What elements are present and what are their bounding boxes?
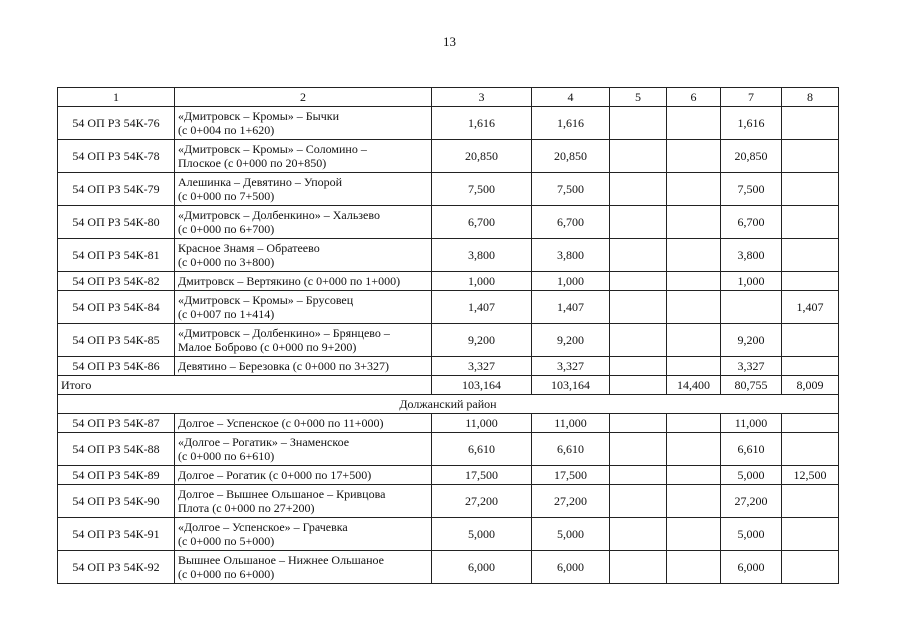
value-c6 bbox=[667, 291, 721, 324]
road-name-line: Плоское (с 0+000 по 20+850) bbox=[178, 156, 327, 170]
header-cell: 3 bbox=[432, 88, 532, 107]
value-c8 bbox=[782, 357, 839, 376]
road-name bbox=[175, 140, 432, 173]
road-name-line: Вышнее Ольшаное – Нижнее Ольшаное bbox=[178, 553, 385, 567]
value-c8: 12,500 bbox=[782, 466, 839, 485]
value-c4: 6,610 bbox=[532, 433, 610, 466]
road-code: 54 ОП РЗ 54К-78 bbox=[58, 140, 175, 173]
road-name-line: (с 0+004 по 1+620) bbox=[178, 123, 275, 137]
road-code: 54 ОП РЗ 54К-79 bbox=[58, 173, 175, 206]
value-c8 bbox=[782, 206, 839, 239]
road-code: 54 ОП РЗ 54К-90 bbox=[58, 485, 175, 518]
value-c4: 6,000 bbox=[532, 551, 610, 584]
value-c7: 1,000 bbox=[721, 272, 782, 291]
value-c5 bbox=[610, 551, 667, 584]
value-c7: 27,200 bbox=[721, 485, 782, 518]
total-row bbox=[58, 376, 839, 395]
road-name bbox=[175, 291, 432, 324]
road-name-line: Долгое – Рогатик (с 0+000 по 17+500) bbox=[178, 468, 372, 482]
value-c7: 1,616 bbox=[721, 107, 782, 140]
table-row bbox=[58, 107, 839, 140]
section-row bbox=[58, 395, 839, 414]
value-c5 bbox=[610, 414, 667, 433]
value-c8 bbox=[782, 324, 839, 357]
value-c3: 27,200 bbox=[432, 485, 532, 518]
value-c6 bbox=[667, 357, 721, 376]
value-c6 bbox=[667, 324, 721, 357]
value-c8 bbox=[782, 518, 839, 551]
road-code: 54 ОП РЗ 54К-92 bbox=[58, 551, 175, 584]
road-code: 54 ОП РЗ 54К-81 bbox=[58, 239, 175, 272]
road-code: 54 ОП РЗ 54К-84 bbox=[58, 291, 175, 324]
value-c5 bbox=[610, 107, 667, 140]
value-c8 bbox=[782, 485, 839, 518]
road-code: 54 ОП РЗ 54К-88 bbox=[58, 433, 175, 466]
road-name-line: Дмитровск – Вертякино (с 0+000 по 1+000) bbox=[178, 274, 401, 288]
value-c6 bbox=[667, 518, 721, 551]
total-label: Итого bbox=[58, 376, 432, 395]
road-name-line: (с 0+000 по 6+610) bbox=[178, 449, 275, 463]
road-name-line: «Дмитровск – Кромы» – Брусовец bbox=[178, 293, 354, 307]
table-row bbox=[58, 206, 839, 239]
value-c5 bbox=[610, 466, 667, 485]
road-name bbox=[175, 551, 432, 584]
value-c7: 7,500 bbox=[721, 173, 782, 206]
road-name bbox=[175, 518, 432, 551]
table-row bbox=[58, 324, 839, 357]
value-c3: 17,500 bbox=[432, 466, 532, 485]
value-c5 bbox=[610, 324, 667, 357]
table-row bbox=[58, 414, 839, 433]
value-c3: 1,000 bbox=[432, 272, 532, 291]
road-code: 54 ОП РЗ 54К-89 bbox=[58, 466, 175, 485]
value-c4: 7,500 bbox=[532, 173, 610, 206]
table-row bbox=[58, 272, 839, 291]
value-c6 bbox=[667, 239, 721, 272]
road-name bbox=[175, 433, 432, 466]
value-c6 bbox=[667, 173, 721, 206]
value-c3: 3,327 bbox=[432, 357, 532, 376]
value-c8 bbox=[782, 140, 839, 173]
value-c3: 6,700 bbox=[432, 206, 532, 239]
table-row bbox=[58, 291, 839, 324]
value-c4: 11,000 bbox=[532, 414, 610, 433]
value-c3: 20,850 bbox=[432, 140, 532, 173]
value-c7 bbox=[721, 291, 782, 324]
value-c8 bbox=[782, 173, 839, 206]
value-c7: 6,610 bbox=[721, 433, 782, 466]
value-c4: 9,200 bbox=[532, 324, 610, 357]
road-name bbox=[175, 357, 432, 376]
total-c5 bbox=[610, 376, 667, 395]
road-name-line: (с 0+000 по 6+000) bbox=[178, 567, 275, 581]
value-c7: 20,850 bbox=[721, 140, 782, 173]
road-name-line: «Дмитровск – Долбенкино» – Хальзево bbox=[178, 208, 380, 222]
header-cell: 1 bbox=[58, 88, 175, 107]
road-name bbox=[175, 466, 432, 485]
road-name-line: Алешинка – Девятино – Упорой bbox=[178, 175, 343, 189]
table-row bbox=[58, 140, 839, 173]
total-c4: 103,164 bbox=[532, 376, 610, 395]
header-row bbox=[58, 88, 839, 107]
road-code: 54 ОП РЗ 54К-87 bbox=[58, 414, 175, 433]
value-c4: 3,327 bbox=[532, 357, 610, 376]
value-c8 bbox=[782, 239, 839, 272]
road-name bbox=[175, 414, 432, 433]
value-c5 bbox=[610, 272, 667, 291]
value-c7: 6,700 bbox=[721, 206, 782, 239]
value-c3: 1,616 bbox=[432, 107, 532, 140]
road-name-line: (с 0+000 по 7+500) bbox=[178, 189, 275, 203]
table-row bbox=[58, 466, 839, 485]
road-name-line: (с 0+000 по 6+700) bbox=[178, 222, 275, 236]
road-name bbox=[175, 107, 432, 140]
value-c5 bbox=[610, 140, 667, 173]
value-c3: 6,610 bbox=[432, 433, 532, 466]
header-cell: 5 bbox=[610, 88, 667, 107]
value-c5 bbox=[610, 239, 667, 272]
road-name bbox=[175, 173, 432, 206]
table-body bbox=[58, 88, 839, 584]
road-name bbox=[175, 272, 432, 291]
table-row bbox=[58, 518, 839, 551]
value-c5 bbox=[610, 518, 667, 551]
section-title: Должанский район bbox=[58, 395, 839, 414]
value-c3: 5,000 bbox=[432, 518, 532, 551]
value-c8 bbox=[782, 272, 839, 291]
value-c5 bbox=[610, 206, 667, 239]
value-c4: 5,000 bbox=[532, 518, 610, 551]
value-c4: 27,200 bbox=[532, 485, 610, 518]
road-code: 54 ОП РЗ 54К-91 bbox=[58, 518, 175, 551]
table-row bbox=[58, 551, 839, 584]
value-c8 bbox=[782, 433, 839, 466]
roads-table bbox=[57, 87, 839, 584]
road-name-line: Долгое – Успенское (с 0+000 по 11+000) bbox=[178, 416, 384, 430]
value-c5 bbox=[610, 291, 667, 324]
value-c4: 17,500 bbox=[532, 466, 610, 485]
table-row bbox=[58, 357, 839, 376]
value-c6 bbox=[667, 466, 721, 485]
road-name bbox=[175, 324, 432, 357]
value-c3: 7,500 bbox=[432, 173, 532, 206]
value-c3: 3,800 bbox=[432, 239, 532, 272]
value-c6 bbox=[667, 551, 721, 584]
value-c5 bbox=[610, 173, 667, 206]
header-cell: 8 bbox=[782, 88, 839, 107]
road-name-line: (с 0+007 по 1+414) bbox=[178, 307, 275, 321]
value-c6 bbox=[667, 414, 721, 433]
total-c3: 103,164 bbox=[432, 376, 532, 395]
value-c3: 1,407 bbox=[432, 291, 532, 324]
value-c5 bbox=[610, 433, 667, 466]
value-c3: 9,200 bbox=[432, 324, 532, 357]
total-c8: 8,009 bbox=[782, 376, 839, 395]
table-row bbox=[58, 239, 839, 272]
value-c4: 3,800 bbox=[532, 239, 610, 272]
value-c7: 5,000 bbox=[721, 518, 782, 551]
value-c4: 1,000 bbox=[532, 272, 610, 291]
road-name-line: (с 0+000 по 3+800) bbox=[178, 255, 275, 269]
value-c7: 11,000 bbox=[721, 414, 782, 433]
header-cell: 7 bbox=[721, 88, 782, 107]
header-cell: 6 bbox=[667, 88, 721, 107]
table-row bbox=[58, 485, 839, 518]
road-name bbox=[175, 485, 432, 518]
header-cell: 4 bbox=[532, 88, 610, 107]
value-c4: 1,616 bbox=[532, 107, 610, 140]
table-row bbox=[58, 173, 839, 206]
table-row bbox=[58, 433, 839, 466]
header-cell: 2 bbox=[175, 88, 432, 107]
value-c5 bbox=[610, 357, 667, 376]
road-name-line: Долгое – Вышнее Ольшаное – Кривцова bbox=[178, 487, 386, 501]
total-c7: 80,755 bbox=[721, 376, 782, 395]
value-c7: 3,800 bbox=[721, 239, 782, 272]
road-name-line: «Дмитровск – Кромы» – Бычки bbox=[178, 109, 340, 123]
road-name-line: Красное Знамя – Обратеево bbox=[178, 241, 320, 255]
page-number: 13 bbox=[443, 34, 456, 49]
value-c7: 6,000 bbox=[721, 551, 782, 584]
value-c4: 20,850 bbox=[532, 140, 610, 173]
value-c8 bbox=[782, 551, 839, 584]
value-c8 bbox=[782, 414, 839, 433]
value-c8 bbox=[782, 107, 839, 140]
value-c7: 9,200 bbox=[721, 324, 782, 357]
value-c3: 6,000 bbox=[432, 551, 532, 584]
road-name-line: Малое Боброво (с 0+000 по 9+200) bbox=[178, 340, 357, 354]
road-code: 54 ОП РЗ 54К-76 bbox=[58, 107, 175, 140]
value-c6 bbox=[667, 272, 721, 291]
road-name-line: (с 0+000 по 5+000) bbox=[178, 534, 275, 548]
value-c6 bbox=[667, 433, 721, 466]
value-c6 bbox=[667, 485, 721, 518]
road-name-line: «Долгое – Рогатик» – Знаменское bbox=[178, 435, 350, 449]
value-c6 bbox=[667, 107, 721, 140]
road-code: 54 ОП РЗ 54К-85 bbox=[58, 324, 175, 357]
road-name-line: «Долгое – Успенское» – Грачевка bbox=[178, 520, 348, 534]
road-code: 54 ОП РЗ 54К-80 bbox=[58, 206, 175, 239]
value-c3: 11,000 bbox=[432, 414, 532, 433]
road-code: 54 ОП РЗ 54К-86 bbox=[58, 357, 175, 376]
road-name-line: «Дмитровск – Кромы» – Соломино – bbox=[178, 142, 367, 156]
value-c5 bbox=[610, 485, 667, 518]
road-name-line: Девятино – Березовка (с 0+000 по 3+327) bbox=[178, 359, 390, 373]
value-c6 bbox=[667, 140, 721, 173]
road-name-line: Плота (с 0+000 по 27+200) bbox=[178, 501, 315, 515]
value-c4: 6,700 bbox=[532, 206, 610, 239]
total-c6: 14,400 bbox=[667, 376, 721, 395]
value-c4: 1,407 bbox=[532, 291, 610, 324]
road-code: 54 ОП РЗ 54К-82 bbox=[58, 272, 175, 291]
value-c6 bbox=[667, 206, 721, 239]
road-name bbox=[175, 239, 432, 272]
road-name bbox=[175, 206, 432, 239]
value-c8: 1,407 bbox=[782, 291, 839, 324]
road-name-line: «Дмитровск – Долбенкино» – Брянцево – bbox=[178, 326, 390, 340]
value-c7: 5,000 bbox=[721, 466, 782, 485]
value-c7: 3,327 bbox=[721, 357, 782, 376]
